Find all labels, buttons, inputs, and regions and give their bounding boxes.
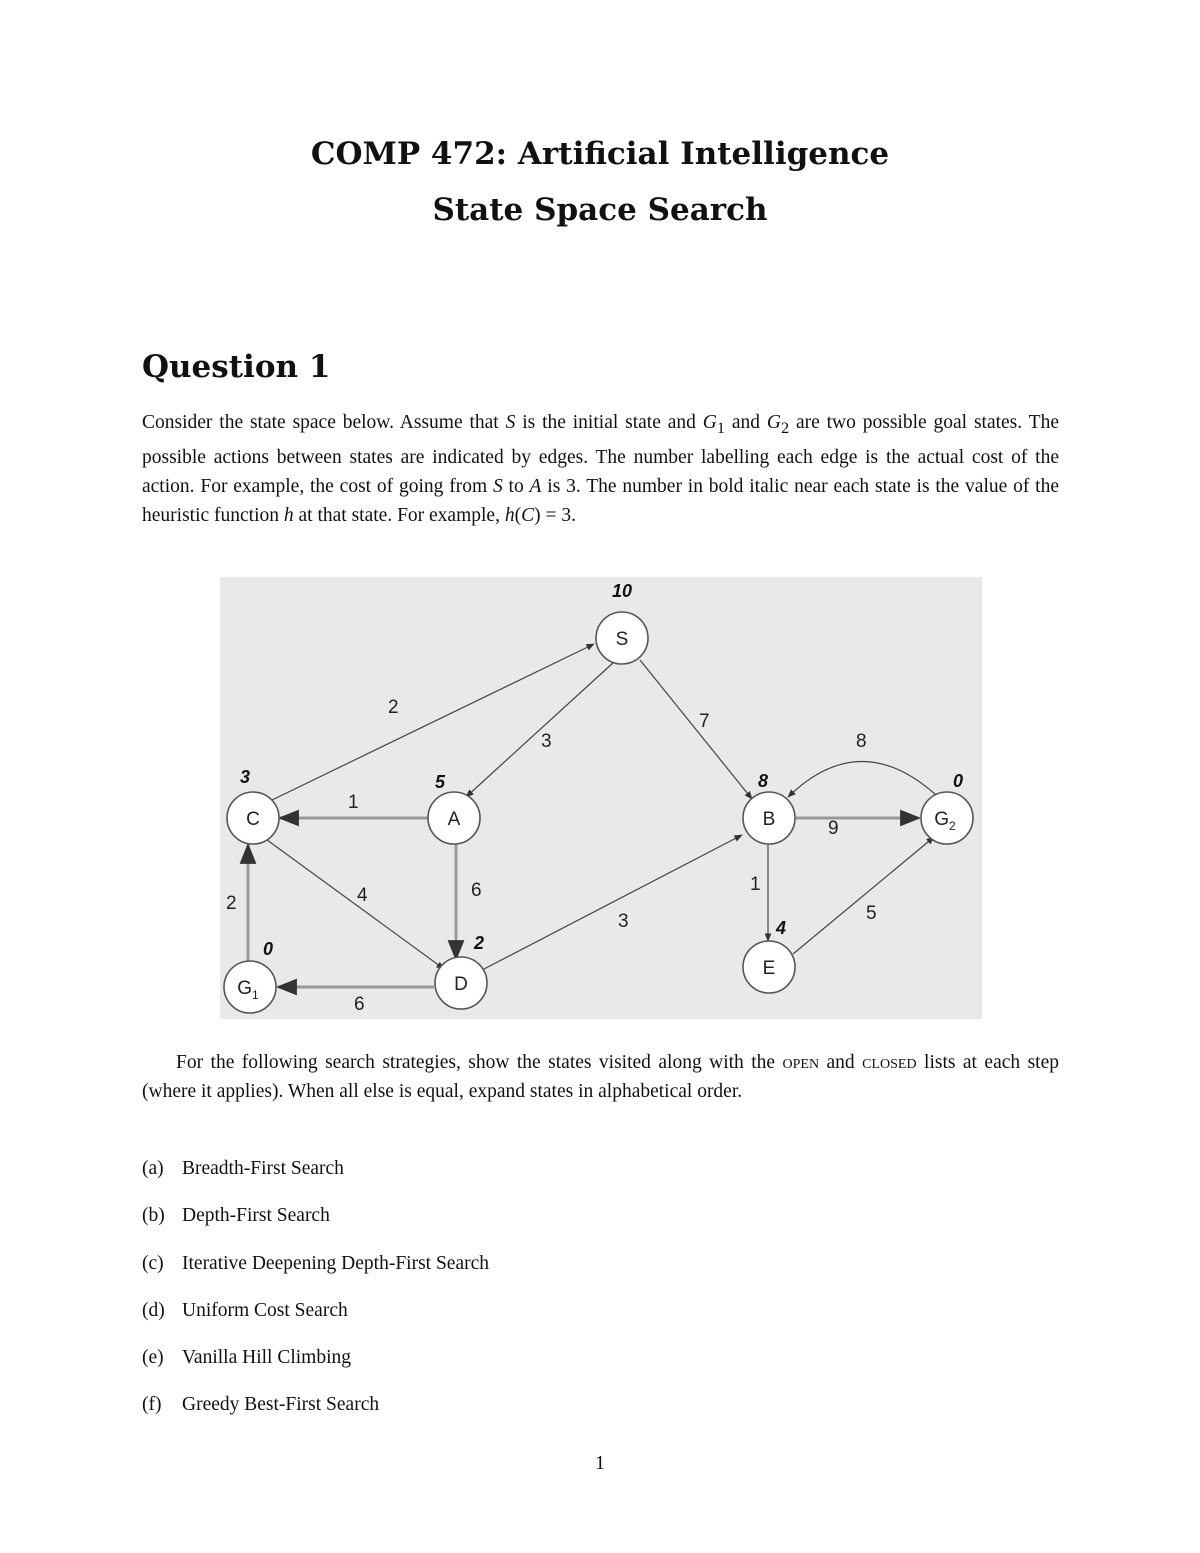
- svg-text:S: S: [615, 629, 629, 650]
- svg-text:G2: $G_2$: [934, 809, 956, 833]
- heuristic-G1: 0: [263, 939, 274, 959]
- edge-cost-D-G1: 6: [354, 994, 365, 1015]
- question-heading: Question 1: [142, 349, 331, 385]
- edge-cost-E-G2: 5: [866, 903, 877, 924]
- svg-text:E: E: [762, 958, 776, 979]
- heuristic-A: 5: [435, 772, 446, 792]
- intro-paragraph: Consider the state space below. Assume that S is the initial state and $G_1$ and $G_2$ are two possible goal states. The possible actions between states are indicated by edges. The number labelling each edge is the actual cost of the action. For example, the cost of going from S to A is 3. The number in bold italic near each state is the value of the heuristic function h at that state. For example, h(C) = 3.: [142, 412, 1059, 526]
- svg-text:G1: $G_1$: [237, 978, 259, 1002]
- node-A: [428, 792, 480, 844]
- svg-text:C: C: [246, 809, 260, 830]
- state-space-graph: [220, 577, 982, 1019]
- edge-cost-C-S: 2: [388, 697, 399, 718]
- list-item: (f) Greedy Best-First Search: [142, 1394, 380, 1416]
- node-C: [227, 792, 279, 844]
- heuristic-B: 8: [758, 771, 769, 791]
- heuristic-C: 3: [240, 767, 251, 787]
- list-item: (b) Depth-First Search: [142, 1205, 330, 1227]
- search-strategy-list: [142, 1154, 489, 1438]
- instructions-paragraph: For the following search strategies, show the states visited along with the open and closed lists at each step (where it applies). When all else is equal, expand states in alphabetical order.: [142, 1052, 1059, 1102]
- edge-cost-S-A: 3: [541, 731, 552, 752]
- heuristic-D: 2: [474, 933, 485, 953]
- list-item: (d) Uniform Cost Search: [142, 1299, 348, 1321]
- node-G2: [921, 792, 973, 844]
- svg-text:A: A: [447, 809, 461, 830]
- edge-cost-S-B: 7: [699, 711, 710, 732]
- list-item: (e) Vanilla Hill Climbing: [142, 1347, 351, 1369]
- heuristic-E: 4: [776, 918, 787, 938]
- document-subtitle: State Space Search: [432, 192, 768, 228]
- edge-cost-A-C: 1: [348, 792, 359, 813]
- edge-cost-B-G2: 9: [828, 818, 839, 839]
- edge-cost-C-D: 4: [357, 885, 368, 906]
- node-E: [743, 941, 795, 993]
- node-B: [743, 792, 795, 844]
- document-title: COMP 472: Artificial Intelligence: [310, 136, 890, 172]
- edge-cost-G2-B: 8: [856, 731, 867, 752]
- edge-cost-A-D: 6: [471, 880, 482, 901]
- svg-text:D: D: [454, 974, 468, 995]
- list-item: (c) Iterative Deepening Depth-First Search: [142, 1252, 490, 1274]
- svg-text:B: B: [762, 809, 776, 830]
- page-number: 1: [595, 1452, 605, 1474]
- edge-cost-D-B: 3: [618, 911, 629, 932]
- node-D: [435, 957, 487, 1009]
- list-item: (a) Breadth-First Search: [142, 1158, 344, 1179]
- node-G1: [224, 961, 276, 1013]
- node-S: [596, 612, 648, 664]
- edge-cost-G1-C: 2: [226, 893, 237, 914]
- heuristic-G2: 0: [953, 771, 964, 791]
- edge-cost-B-E: 1: [750, 874, 761, 895]
- heuristic-S: 10: [612, 581, 633, 601]
